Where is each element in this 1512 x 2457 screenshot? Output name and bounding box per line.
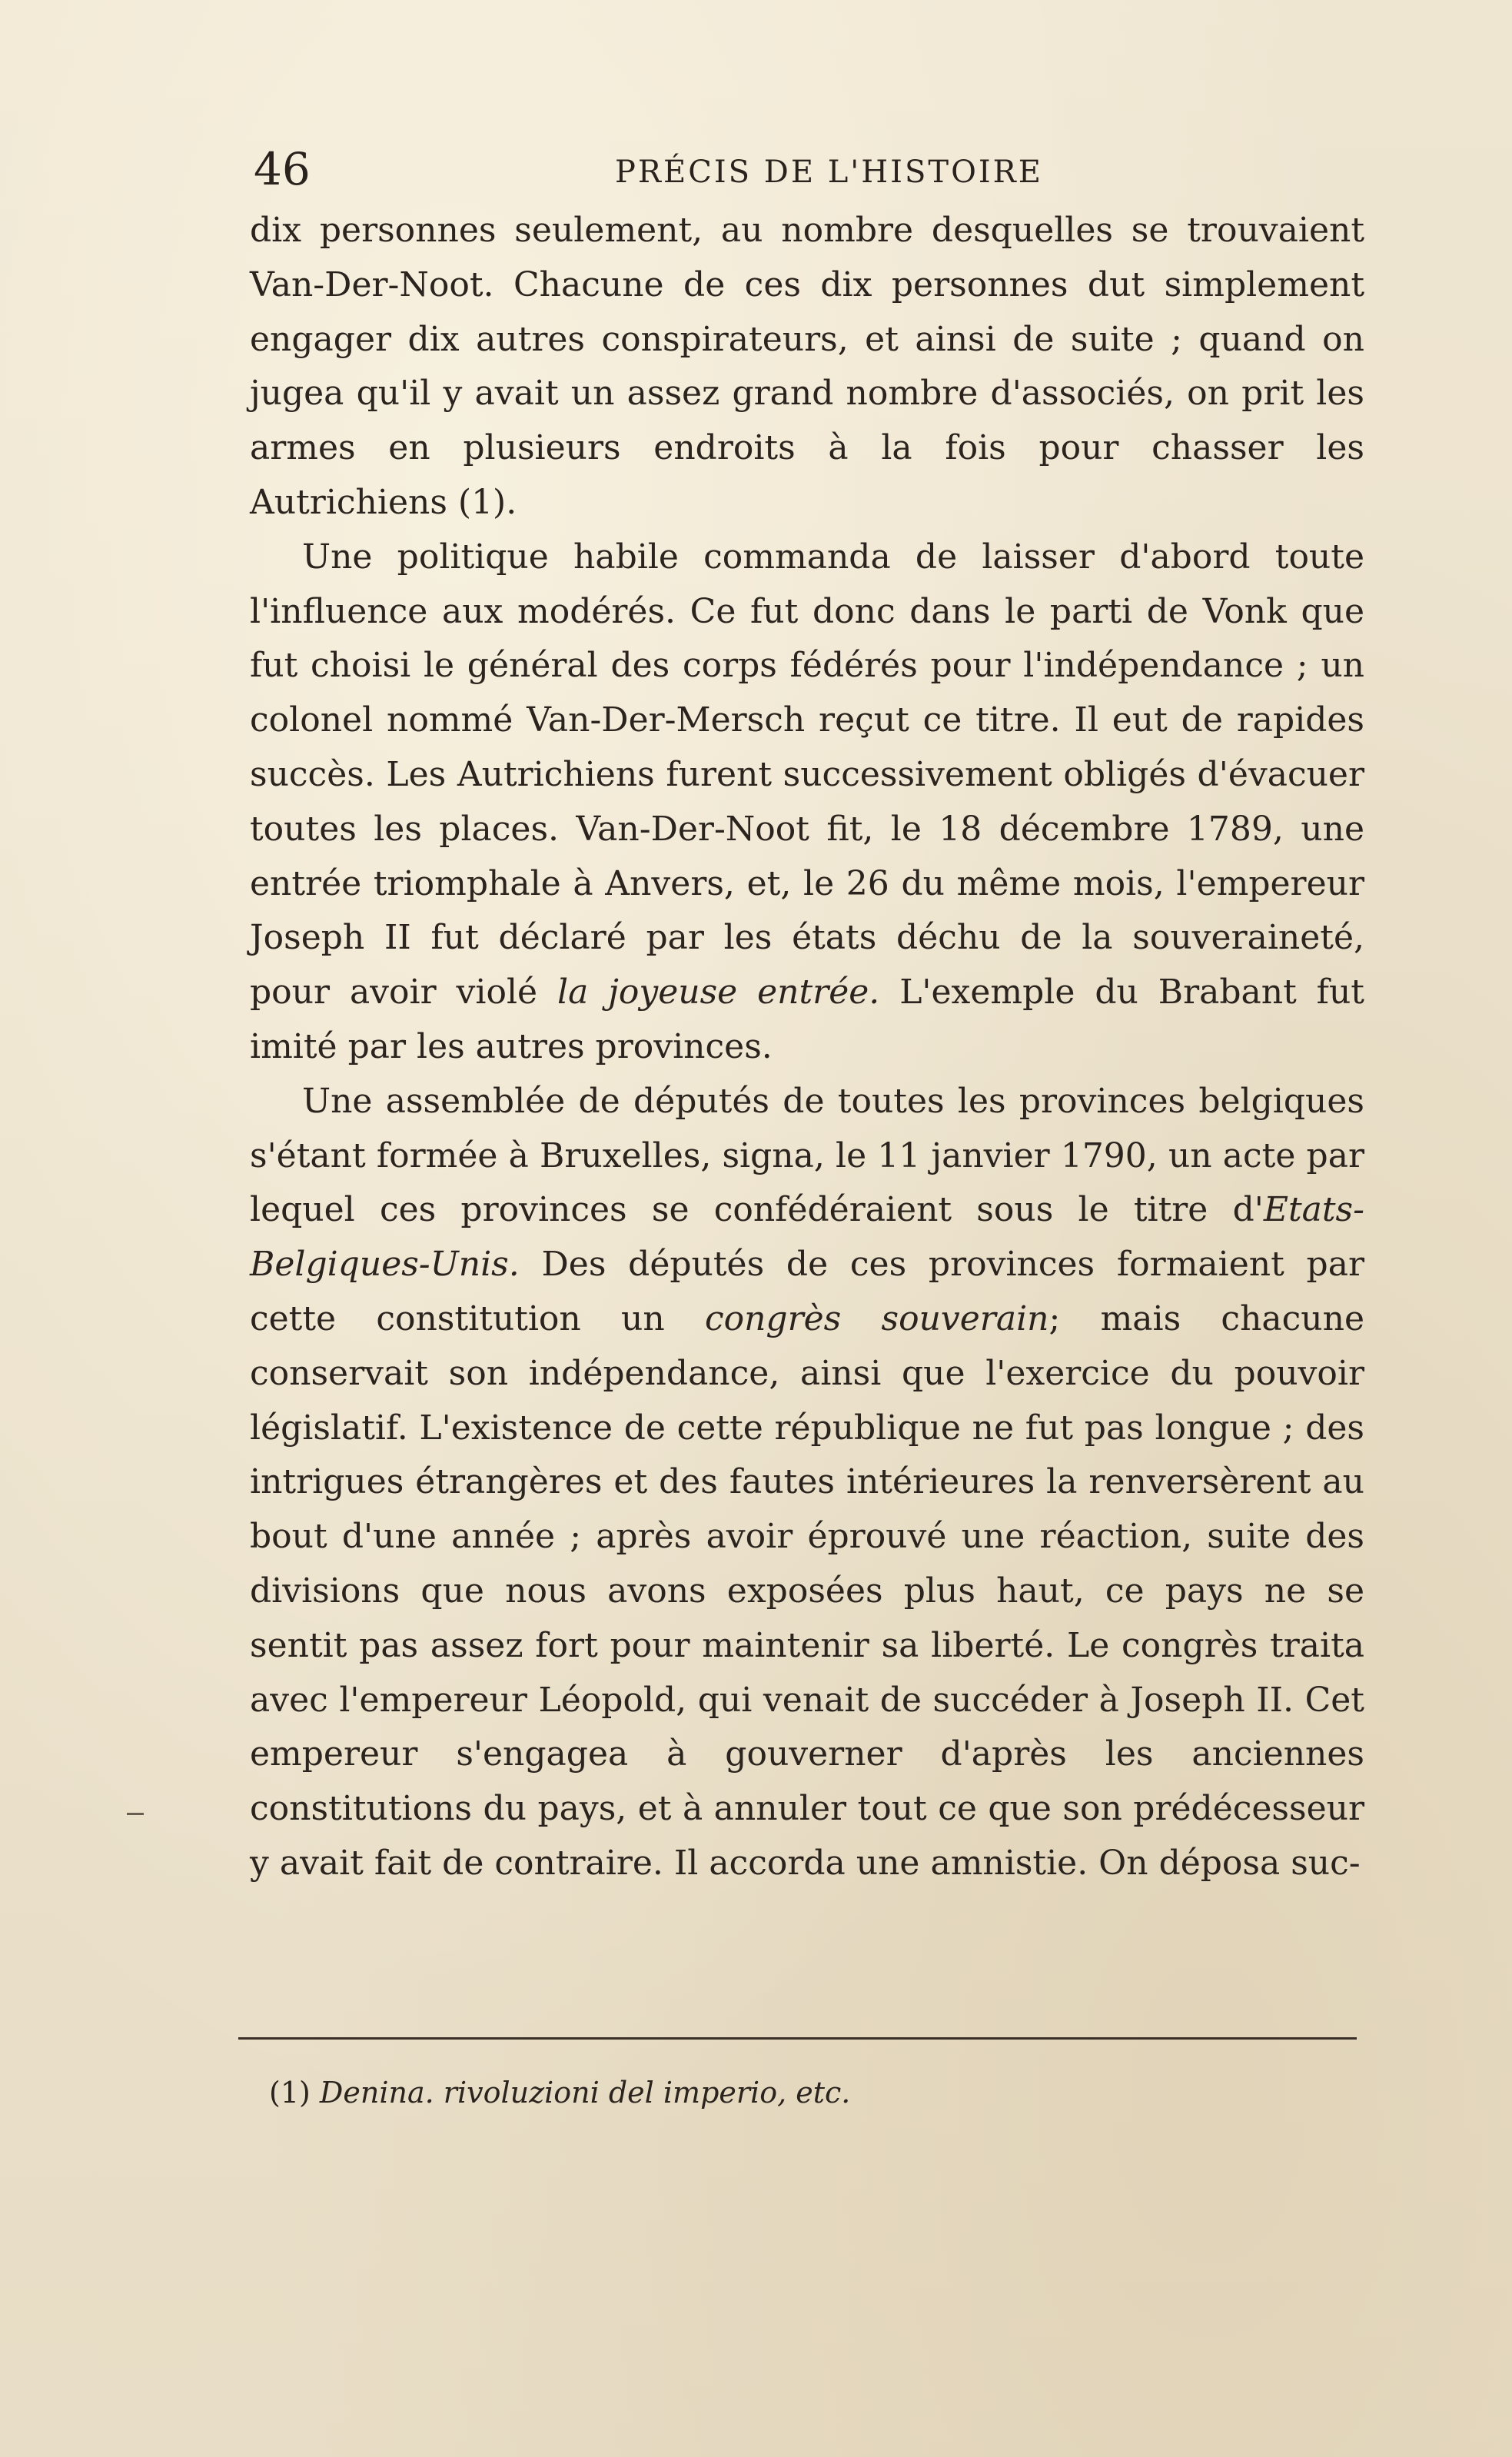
footnote-rule bbox=[238, 2037, 1357, 2040]
paragraph-3-text-c: ; mais chacune conservait son indépendance, ainsi que l'exercice du pouvoir législatif. L'existence de cette république ne fut pas longue ; des intrigues étrangères et des fautes intérieures la renversèrent au bout d'une année ; après avoir éprouvé une réaction, suite des divisions que nous avons exposées plus haut, ce pays ne se sentit pas assez fort pour maintenir sa liberté. Le congrès traita avec l'empereur Léopold, qui venait de succéder à Joseph II. Cet empereur s'engagea à gouverner d'après les anciennes constitutions du pays, et à annuler tout ce que son prédécesseur y avait fait de contraire. Il accorda une amnistie. On déposa suc- bbox=[250, 1298, 1364, 1883]
paragraph-3-italic-2: congrès souverain bbox=[704, 1298, 1049, 1338]
running-head bbox=[254, 138, 1376, 200]
page-number: 46 bbox=[254, 143, 311, 195]
paragraph-3-italic-1: Etats-Belgiques-Unis. bbox=[250, 1190, 1364, 1285]
margin-mark bbox=[127, 1813, 144, 1815]
footnote bbox=[269, 2070, 1345, 2116]
body-text bbox=[250, 204, 1364, 1891]
paragraph-2-text-b: L'exemple du Brabant fut imité par les autres provinces. bbox=[250, 972, 1364, 1066]
paragraph-2-text-a: Une politique habile commanda de laisser d'abord toute l'influence aux modérés. Ce fut donc dans le parti de Vonk que fut choisi le général des corps fédérés pour l'indépendance ; un colonel nommé Van-Der-Mersch reçut ce titre. Il eut de rapides succès. Les Autrichiens furent successivement obligés d'évacuer toutes les places. Van-Der-Noot fit, le 18 décembre 1789, une entrée triomphale à Anvers, et, le 26 du même mois, l'empereur Joseph II fut déclaré par les états déchu de la souveraineté, pour avoir violé bbox=[250, 537, 1364, 1012]
paragraph-3 bbox=[250, 1075, 1364, 1891]
footnote-mark: (1) bbox=[269, 2076, 311, 2110]
paragraph-2 bbox=[250, 530, 1364, 1075]
paragraph-1-text: dix personnes seulement, au nombre desquelles se trouvaient Van-Der-Noot. Chacune de ces dix personnes dut simplement engager dix autres conspirateurs, et ainsi de suite ; quand on jugea qu'il y avait un assez grand nombre d'associés, on prit les armes en plusieurs endroits à la fois pour chasser les Autrichiens (1). bbox=[250, 211, 1364, 522]
paragraph-2-italic: la joyeuse entrée. bbox=[557, 972, 880, 1012]
footnote-text: Denina. rivoluzioni del imperio, etc. bbox=[319, 2076, 851, 2110]
paragraph-3-text-b: Des députés de ces provinces formaient par cette constitution un bbox=[250, 1245, 1364, 1338]
paragraph-1 bbox=[250, 204, 1364, 530]
running-title: PRÉCIS DE L'HISTOIRE bbox=[615, 155, 1043, 190]
paragraph-3-text-a: Une assemblée de députés de toutes les provinces belgiques s'étant formée à Bruxelles, signa, le 11 janvier 1790, un acte par lequel ces provinces se confédéraient sous le titre d' bbox=[250, 1081, 1364, 1230]
